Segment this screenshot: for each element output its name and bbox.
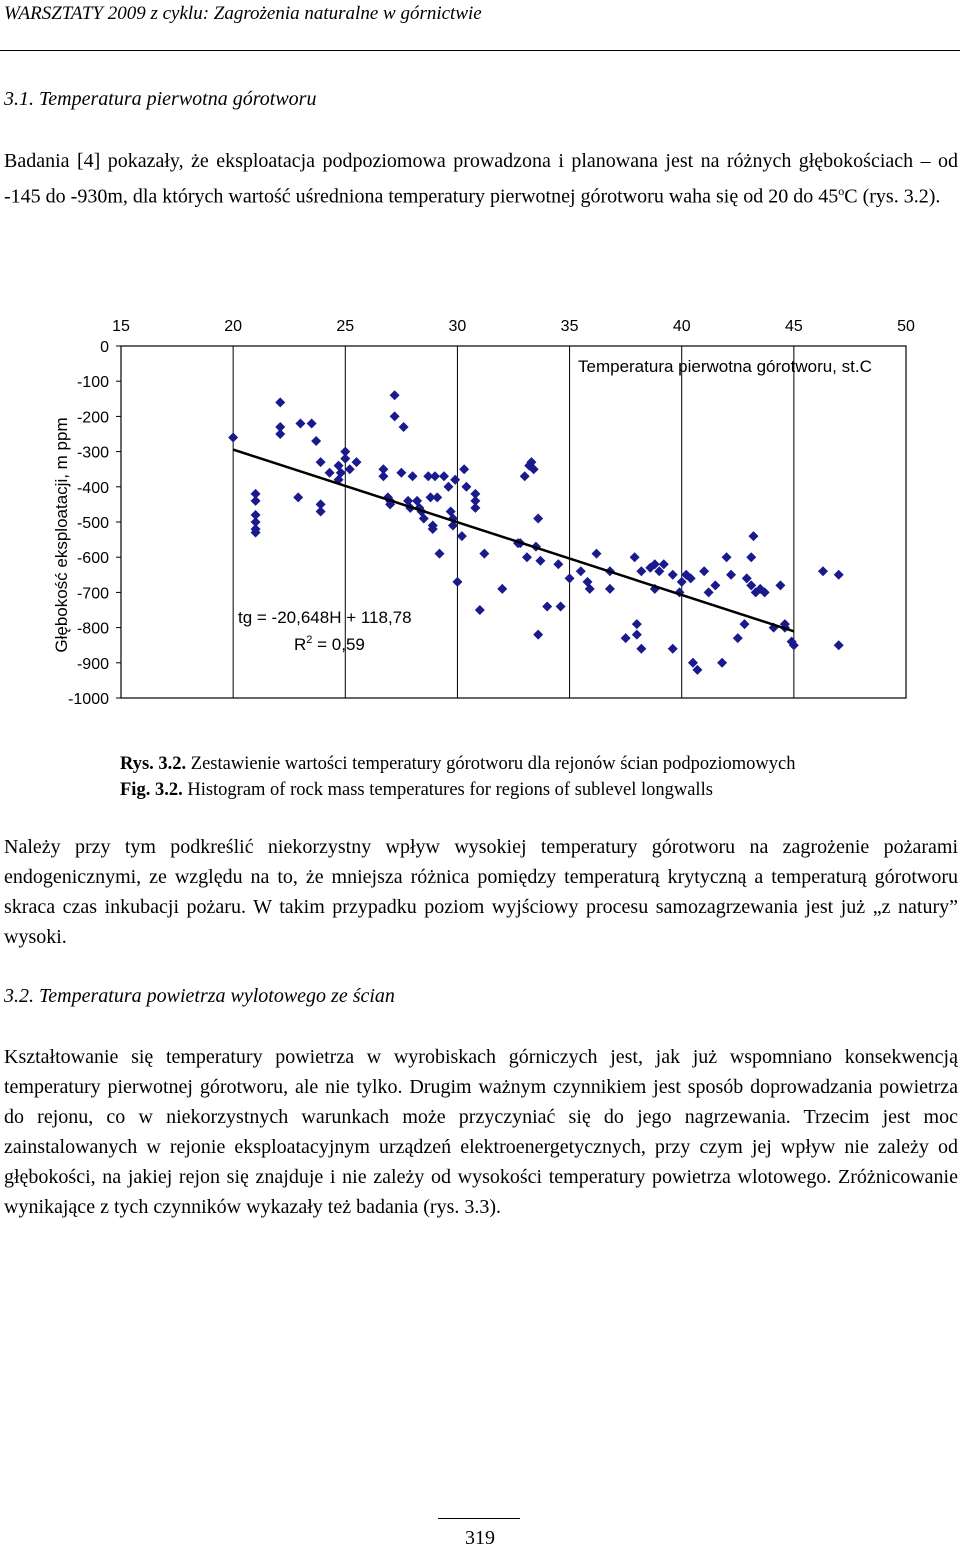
chart-title: Temperatura pierwotna górotworu, st.C xyxy=(578,357,872,376)
data-point xyxy=(325,468,335,478)
data-point xyxy=(748,531,758,541)
trend-equation: tg = -20,648H + 118,78 xyxy=(238,608,412,627)
running-header: WARSZTATY 2009 z cyklu: Zagrożenia naturalne w górnictwie xyxy=(4,3,482,24)
data-point xyxy=(470,503,480,513)
data-point xyxy=(556,601,566,611)
data-point xyxy=(717,658,727,668)
data-point xyxy=(535,556,545,566)
data-point xyxy=(722,552,732,562)
paragraph-fire-risk-text: Należy przy tym podkreślić niekorzystny wpływ wysokiej temperatury górotworu na zagrożenie pożarami endogenicznymi, ze względu na to, że mniejsza różnica pomiędzy temperaturą krytyczną a temperaturą górotworu skraca czas inkubacji pożaru. W takim przypadku poziom wyjściowy procesu samozagrzewania jest już „z natury” wysoki. xyxy=(4,836,958,948)
data-point xyxy=(565,573,575,583)
y-axis-label: Głębokość eksploatacji, m ppm xyxy=(52,417,71,653)
y-tick-label: -800 xyxy=(76,620,109,638)
data-point xyxy=(378,471,388,481)
plot-area-frame xyxy=(121,346,906,698)
data-point xyxy=(352,457,362,467)
page-number: 319 xyxy=(465,1527,495,1549)
y-tick-label: -300 xyxy=(76,444,109,462)
data-point xyxy=(479,549,489,559)
data-point xyxy=(430,471,440,481)
x-tick-label: 30 xyxy=(448,318,467,335)
data-point xyxy=(630,552,640,562)
data-point xyxy=(340,454,350,464)
data-point xyxy=(452,577,462,587)
y-tick-label: -700 xyxy=(76,585,109,603)
data-point xyxy=(461,482,471,492)
data-point xyxy=(434,549,444,559)
x-tick-label: 20 xyxy=(224,318,243,335)
data-point xyxy=(522,552,532,562)
header-rule xyxy=(0,50,960,51)
data-point xyxy=(396,468,406,478)
data-point xyxy=(699,566,709,576)
data-point xyxy=(636,566,646,576)
caption-en-text: Histogram of rock mass temperatures for regions of sublevel longwalls xyxy=(182,780,713,800)
data-point xyxy=(443,482,453,492)
caption-en-label: Fig. 3.2. xyxy=(120,780,183,800)
data-point xyxy=(293,492,303,502)
data-point xyxy=(275,397,285,407)
y-tick-label: 0 xyxy=(100,339,109,356)
data-point xyxy=(591,549,601,559)
r-squared xyxy=(294,634,365,654)
data-point xyxy=(834,640,844,650)
paragraph-fire-risk xyxy=(4,832,958,952)
data-point xyxy=(605,584,615,594)
caption-pl-text: Zestawienie wartości temperatury górotworu dla rejonów ścian podpoziomowych xyxy=(186,754,796,774)
data-point xyxy=(746,552,756,562)
data-point xyxy=(636,644,646,654)
data-point xyxy=(432,492,442,502)
section-title-3-2: 3.2. Temperatura powietrza wylotowego ze ścian xyxy=(4,985,395,1007)
data-point xyxy=(275,429,285,439)
data-points xyxy=(228,390,844,675)
data-point xyxy=(542,601,552,611)
degree-superscript: o xyxy=(838,184,845,198)
x-tick-label: 35 xyxy=(560,318,579,335)
paragraph-air-temperature-text: Kształtowanie się temperatury powietrza w wyrobiskach górniczych jest, jak już wspomniano konsekwencją temperatury pierwotnej górotworu, ale nie tylko. Drugim ważnym czynnikiem jest sposób doprowadzania powietrza do rejonu, co w niekorzystnych warunkach może przyczyniać się do jego nagrzewania. Trzecim jest moc zainstalowanych w rejonie eksploatacyjnym urządzeń elektroenergetycznych, przy czym jej wpływ nie zależy od głębokości, na jakiej rejon się znajduje i nie zależy od wysokości temperatury powietrza wlotowego. Zróżnicowanie wynikające z tych czynników wykazały też badania (rys. 3.3). xyxy=(4,1046,958,1218)
data-point xyxy=(553,559,563,569)
r-squared-value: = 0,59 xyxy=(312,635,365,654)
data-point xyxy=(459,464,469,474)
data-point xyxy=(710,580,720,590)
data-point xyxy=(733,633,743,643)
figure-caption-en xyxy=(120,777,920,803)
y-tick-label: -600 xyxy=(76,550,109,568)
paragraph-air-temperature xyxy=(4,1042,958,1222)
y-tick-label: -500 xyxy=(76,515,109,532)
figure-caption-pl xyxy=(120,751,920,777)
data-point xyxy=(390,390,400,400)
x-tick-labels xyxy=(112,318,915,335)
data-point xyxy=(408,471,418,481)
data-point xyxy=(726,570,736,580)
data-point xyxy=(818,566,828,576)
r-squared-prefix: R xyxy=(294,635,307,654)
data-point xyxy=(345,464,355,474)
y-tick-label: -1000 xyxy=(68,691,109,708)
grid-lines xyxy=(121,346,906,698)
footer-rule xyxy=(438,1518,520,1519)
data-point xyxy=(311,436,321,446)
caption-pl-label: Rys. 3.2. xyxy=(120,754,187,774)
data-point xyxy=(632,619,642,629)
data-point xyxy=(439,471,449,481)
data-point xyxy=(497,584,507,594)
data-point xyxy=(834,570,844,580)
data-point xyxy=(295,418,305,428)
x-tick-label: 25 xyxy=(336,318,355,335)
data-point xyxy=(228,433,238,443)
data-point xyxy=(632,630,642,640)
data-point xyxy=(307,418,317,428)
section-title-3-1: 3.1. Temperatura pierwotna górotworu xyxy=(4,88,317,110)
data-point xyxy=(576,566,586,576)
data-point xyxy=(450,475,460,485)
paragraph-intro-text: Badania [4] pokazały, że eksploatacja podpoziomowa prowadzona i planowana jest na różnych głębokościach – od -145 do -930m, dla których wartość uśredniona temperatury pierwotnej górotworu waha się od 20 do 45 xyxy=(4,150,958,208)
data-point xyxy=(668,644,678,654)
data-point xyxy=(251,496,261,506)
y-tick-label: -200 xyxy=(76,409,109,427)
y-tick-label: -900 xyxy=(76,655,109,673)
data-point xyxy=(533,513,543,523)
paragraph-intro-text-end: C (rys. 3.2). xyxy=(844,185,941,208)
data-point xyxy=(668,570,678,580)
x-tick-label: 45 xyxy=(784,318,803,335)
data-point xyxy=(316,457,326,467)
data-point xyxy=(399,422,409,432)
x-tick-label: 50 xyxy=(897,318,915,335)
chart-svg xyxy=(40,305,920,715)
x-tick-label: 40 xyxy=(672,318,691,335)
data-point xyxy=(775,580,785,590)
chart-axes xyxy=(116,346,906,698)
data-point xyxy=(520,471,530,481)
y-tick-label: -400 xyxy=(76,479,109,497)
data-point xyxy=(457,531,467,541)
data-point xyxy=(533,630,543,640)
data-point xyxy=(475,605,485,615)
data-point xyxy=(704,587,714,597)
data-point xyxy=(316,506,326,516)
data-point xyxy=(390,411,400,421)
trend-line xyxy=(233,450,794,632)
x-tick-label: 15 xyxy=(112,318,130,335)
data-point xyxy=(621,633,631,643)
r-squared-sup: 2 xyxy=(306,634,313,646)
y-tick-labels xyxy=(68,339,109,708)
scatter-chart xyxy=(40,305,920,715)
paragraph-intro xyxy=(4,146,958,212)
data-point xyxy=(740,619,750,629)
y-tick-label: -100 xyxy=(76,374,109,392)
